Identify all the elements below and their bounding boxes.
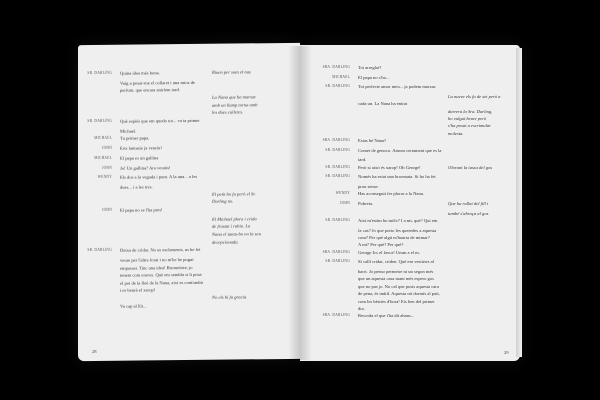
stage-direction: amb un llamp torna amb bbox=[212, 101, 258, 108]
stage-direction: darrera la Sra. Darling, bbox=[448, 108, 493, 114]
speaker-label: WENDY bbox=[97, 175, 112, 180]
dialogue-line: tenem com eraves. Què em sembla si li posa bbox=[120, 272, 202, 278]
speaker-label: SR. DARLING bbox=[87, 118, 112, 123]
page-number: 28 bbox=[92, 348, 97, 355]
stage-direction: Que ha rallat del fill i bbox=[448, 201, 489, 206]
speaker-label: WENDY bbox=[335, 191, 350, 196]
dialogue-line: Recorda el que t'ha dit abans... bbox=[358, 313, 415, 319]
stage-direction: decepcionada. bbox=[212, 239, 239, 245]
dialogue-line: cada un. La Nana ha entrat bbox=[358, 101, 408, 107]
stage-direction: No els hi fa gracia. bbox=[212, 294, 248, 300]
speaker-label: SR. DARLING bbox=[325, 147, 350, 152]
dialogue-line: el pot de la fleé de la Nana, així es confondrà bbox=[120, 279, 204, 286]
speaker-label: JOHN bbox=[102, 165, 112, 170]
dialogue-line: Erts fantasie ja veuràs! bbox=[120, 145, 162, 151]
speaker-label: SR. DARLING bbox=[87, 70, 112, 76]
stage-direction: molesta. bbox=[448, 130, 464, 136]
stage-direction: Riuen per sota el nas bbox=[212, 69, 251, 75]
speaker-label: MICHAEL bbox=[332, 74, 350, 79]
dialogue-line: El papa no s'ho... bbox=[358, 74, 390, 80]
speaker-label: SRA. DARLING bbox=[322, 138, 350, 143]
dialogue-line: El papa no se l'ha pres! bbox=[120, 207, 163, 213]
speaker-label: JOHN bbox=[340, 201, 350, 205]
stage-direction: de frustat i rabia. La bbox=[212, 223, 251, 230]
dialogue-line: Els dos a la vegada i punt. A la una... a les bbox=[120, 174, 198, 181]
speaker-label: SR. DARLING bbox=[325, 164, 350, 169]
stage-direction: Nana el tanta-bo no la seu bbox=[212, 231, 261, 237]
dialogue-line: Tot perfecte amor meu... ja podem marxar. bbox=[358, 84, 437, 90]
dialogue-line: dia. bbox=[358, 306, 365, 311]
speaker-label: MICHAEL bbox=[94, 135, 112, 141]
stage-direction: Darling no. bbox=[212, 198, 234, 205]
dialogue-line: Quina idea més bona. bbox=[120, 70, 160, 76]
dialogue-line: Què espiés que em quedo tot... va ta primer bbox=[120, 117, 200, 124]
dialogue-line: veure per l'altre forat i no m'he he pogut bbox=[120, 256, 194, 263]
dialogue-line: de pena, és inútil. Aquesta nit dormís al pati, bbox=[358, 291, 440, 297]
speaker-label: JOHN bbox=[102, 207, 112, 212]
stage-direction: La nueve els fa de set però a bbox=[448, 93, 501, 99]
dialogue-line: que no pas jo. No cal que posis aquesta cara bbox=[358, 283, 439, 289]
stage-direction: El Michael plora i crida bbox=[212, 216, 257, 222]
dialogue-line: Jo! Un gallina? Ara veuràs! bbox=[120, 164, 171, 171]
dialogue-line: Comet de genoco. Amom certament que es la bbox=[358, 147, 442, 153]
dialogue-line: perfum, que encara aniríem tard. bbox=[120, 87, 180, 94]
dialogue-line: com les bèsties d'hora! Ets ben del primer bbox=[358, 298, 435, 304]
dialogue-line: Estas bé Nana? bbox=[358, 138, 387, 144]
dialogue-line: Però si aixó és xarop! Oh George! bbox=[358, 164, 421, 170]
dialogue-line: dues... i a les tres. bbox=[120, 184, 153, 190]
speaker-label: SRA. DARLING bbox=[322, 313, 350, 318]
stage-direction: les dues culleres. bbox=[212, 109, 244, 115]
speaker-label: SR. DARLING bbox=[87, 247, 112, 253]
dialogue-line: i es beurà el xarop! bbox=[120, 287, 156, 294]
speaker-label: SR. DARLING bbox=[325, 218, 350, 222]
dialogue-line: El papa es un gallina bbox=[120, 155, 159, 161]
stage-direction: Olorant la tassa del gos bbox=[448, 164, 493, 170]
dialogue-line: Vaig a posar-me el collaret i una mica de bbox=[120, 79, 195, 86]
book-gutter bbox=[288, 46, 312, 360]
speaker-label: SR. DARLING bbox=[325, 174, 350, 179]
dialogue-line: Pobreta. bbox=[358, 201, 374, 206]
right-page bbox=[300, 45, 520, 361]
speaker-label: SR. DARLING bbox=[325, 259, 350, 264]
dialogue-line: Sí callí cridar, criden. Què em vestiries al bbox=[358, 259, 434, 265]
dialogue-line: George Ics el favor! Umm a el m. bbox=[358, 249, 420, 255]
dialogue-line: Deixa de cridar. No us esclaments, us he fet bbox=[120, 247, 201, 253]
speaker-label: SRA. DARLING bbox=[322, 65, 350, 69]
dialogue-line: tard. bbox=[358, 157, 367, 163]
dialogue-line: Només ha estat una broomata. Si ho ha fet bbox=[358, 174, 436, 180]
dialogue-line: Així m'estim bo mòlc? I a mi, què? Qui em bbox=[358, 218, 438, 223]
dialogue-line: Tu primer papa. bbox=[120, 135, 150, 141]
dialogue-line: casa? Per què algú m'hauria de mimar? bbox=[358, 235, 430, 240]
stage-direction: s'ha posat a escrimular bbox=[448, 123, 491, 129]
stage-direction: ho valgut beure però bbox=[448, 116, 487, 121]
dialogue-line: A mi? Per què? Per què? bbox=[358, 242, 404, 248]
dialogue-line: empassar. Tinc una idea! Brometiste, jo bbox=[120, 264, 193, 271]
page-number: 29 bbox=[504, 350, 509, 355]
dialogue-line: fa cas? Jo que porto les queredes a aquesta bbox=[358, 227, 437, 233]
speaker-label: MICHAEL bbox=[94, 155, 112, 160]
stage-direction: també s'abraça al gos bbox=[448, 210, 489, 216]
dialogue-line: Michael. bbox=[120, 128, 137, 134]
stage-direction: El petit bo fa però el Sr. bbox=[212, 191, 256, 197]
dialogue-line: Va cap al llit... bbox=[120, 303, 147, 309]
speaker-label: SRA. DARLING bbox=[322, 249, 350, 254]
speaker-label: JOHN bbox=[102, 145, 112, 150]
speaker-label: SR. DARLING bbox=[325, 84, 350, 89]
left-page bbox=[78, 43, 300, 361]
dialogue-line: prou sense. bbox=[358, 184, 379, 189]
dialogue-line: barri. Jo penso permetre ni un segon més bbox=[358, 269, 434, 274]
page-edges bbox=[516, 48, 522, 357]
dialogue-line: Has aconseguit fer plorar a la Nana. bbox=[358, 191, 424, 197]
dialogue-line: que un aquesta casa mani més espero gos bbox=[358, 276, 434, 282]
dialogue-line: Tot arreglat? bbox=[358, 65, 382, 70]
stage-direction: La Nana que ha marxat bbox=[212, 94, 256, 100]
